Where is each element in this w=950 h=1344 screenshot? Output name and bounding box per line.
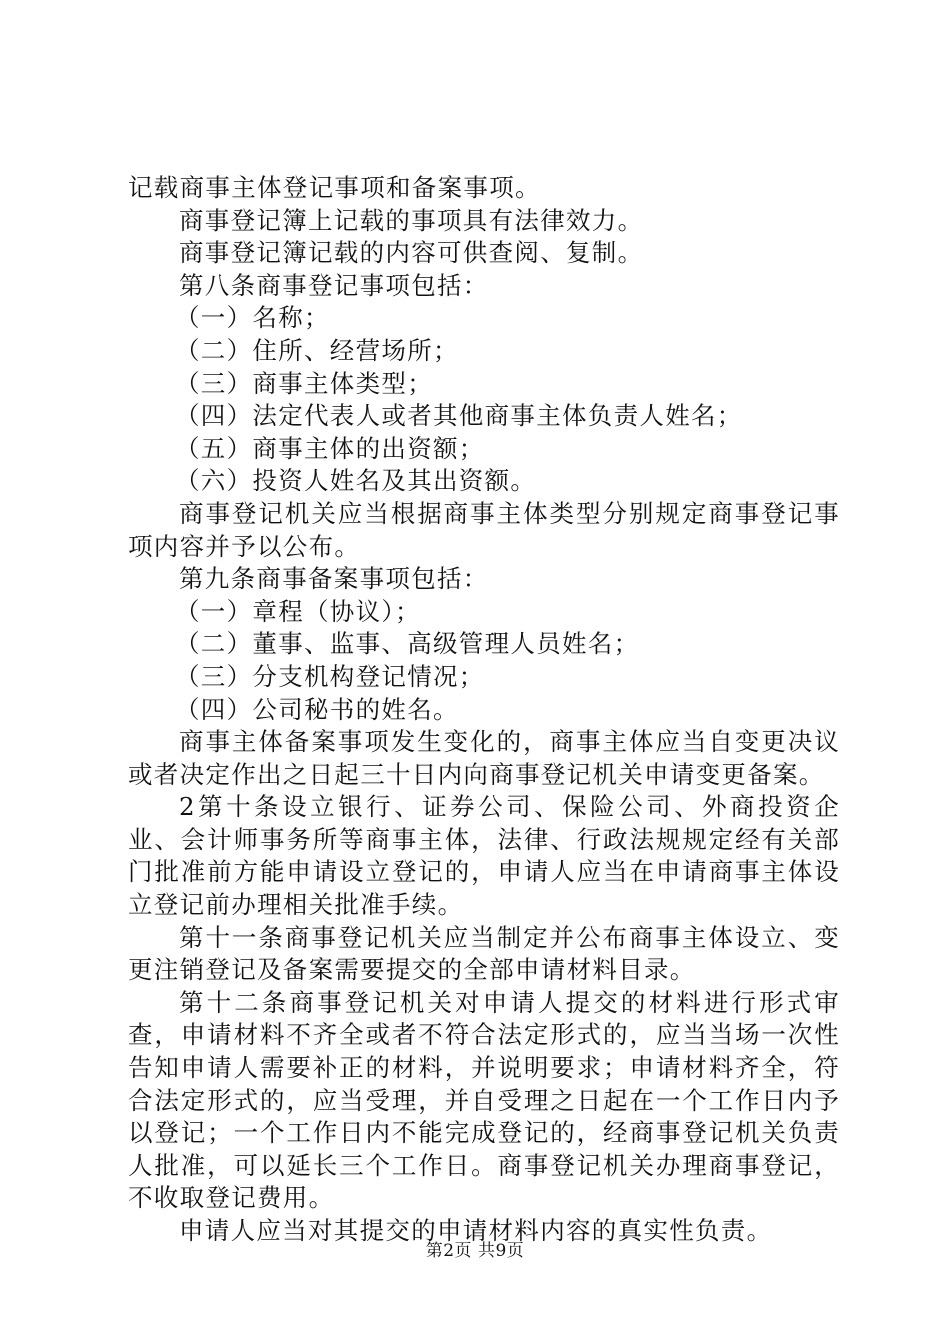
paragraph: 商事登记簿上记载的事项具有法律效力。 xyxy=(179,205,644,235)
paragraph: 记载商事主体登记事项和备案事项。 xyxy=(128,173,541,202)
paragraph: 商事主体备案事项发生变化的，商事主体应当自变更决议或者决定作出之日起三十日内向商事登记机关申请变更备案。 xyxy=(128,727,840,789)
document-body xyxy=(128,172,840,1248)
page-number-footer: 第2页 共9页 xyxy=(425,1241,525,1261)
list-item: （二）住所、经营场所； xyxy=(175,335,459,365)
list-item: （三）商事主体类型； xyxy=(175,368,433,398)
paragraph: 商事登记簿记载的内容可供查阅、复制。 xyxy=(179,238,644,268)
paragraph: 申请人应当对其提交的申请材料内容的真实性负责。 xyxy=(179,1216,773,1245)
list-item: （三）分支机构登记情况； xyxy=(175,661,485,691)
article-heading: 第八条商事登记事项包括： xyxy=(179,270,489,300)
paragraph: 商事登记机关应当根据商事主体类型分别规定商事登记事项内容并予以公布。 xyxy=(128,498,840,561)
list-item: （二）董事、监事、高级管理人员姓名； xyxy=(175,629,640,659)
list-item: （一）名称； xyxy=(175,303,330,333)
article-heading: 第九条商事备案事项包括： xyxy=(179,564,489,594)
list-item: （五）商事主体的出资额； xyxy=(175,433,485,463)
list-item: （一）章程（协议）； xyxy=(175,596,421,626)
list-item: （六）投资人姓名及其出资额。 xyxy=(175,466,537,496)
list-item: （四）公司秘书的姓名。 xyxy=(175,694,459,724)
paragraph: 2第十条设立银行、证券公司、保险公司、外商投资企业、会计师事务所等商事主体，法律、行政法规规定经有关部门批准前方能申请设立登记的，申请人应当在申请商事主体设立登记前办理相关批准手续。 xyxy=(128,792,840,920)
paragraph: 第十二条商事登记机关对申请人提交的材料进行形式审查，申请材料不齐全或者不符合法定形式的，应当当场一次性告知申请人需要补正的材料，并说明要求；申请材料齐全，符合法定形式的，应当受理，并自受理之日起在一个工作日内予以登记；一个工作日内不能完成登记的，经商事登记机关负责人批准，可以延长三个工作日。商事登记机关办理商事登记，不收取登记费用。 xyxy=(128,987,840,1213)
paragraph: 第十一条商事登记机关应当制定并公布商事主体设立、变更注销登记及备案需要提交的全部申请材料目录。 xyxy=(128,922,840,985)
list-item: （四）法定代表人或者其他商事主体负责人姓名； xyxy=(175,401,743,431)
